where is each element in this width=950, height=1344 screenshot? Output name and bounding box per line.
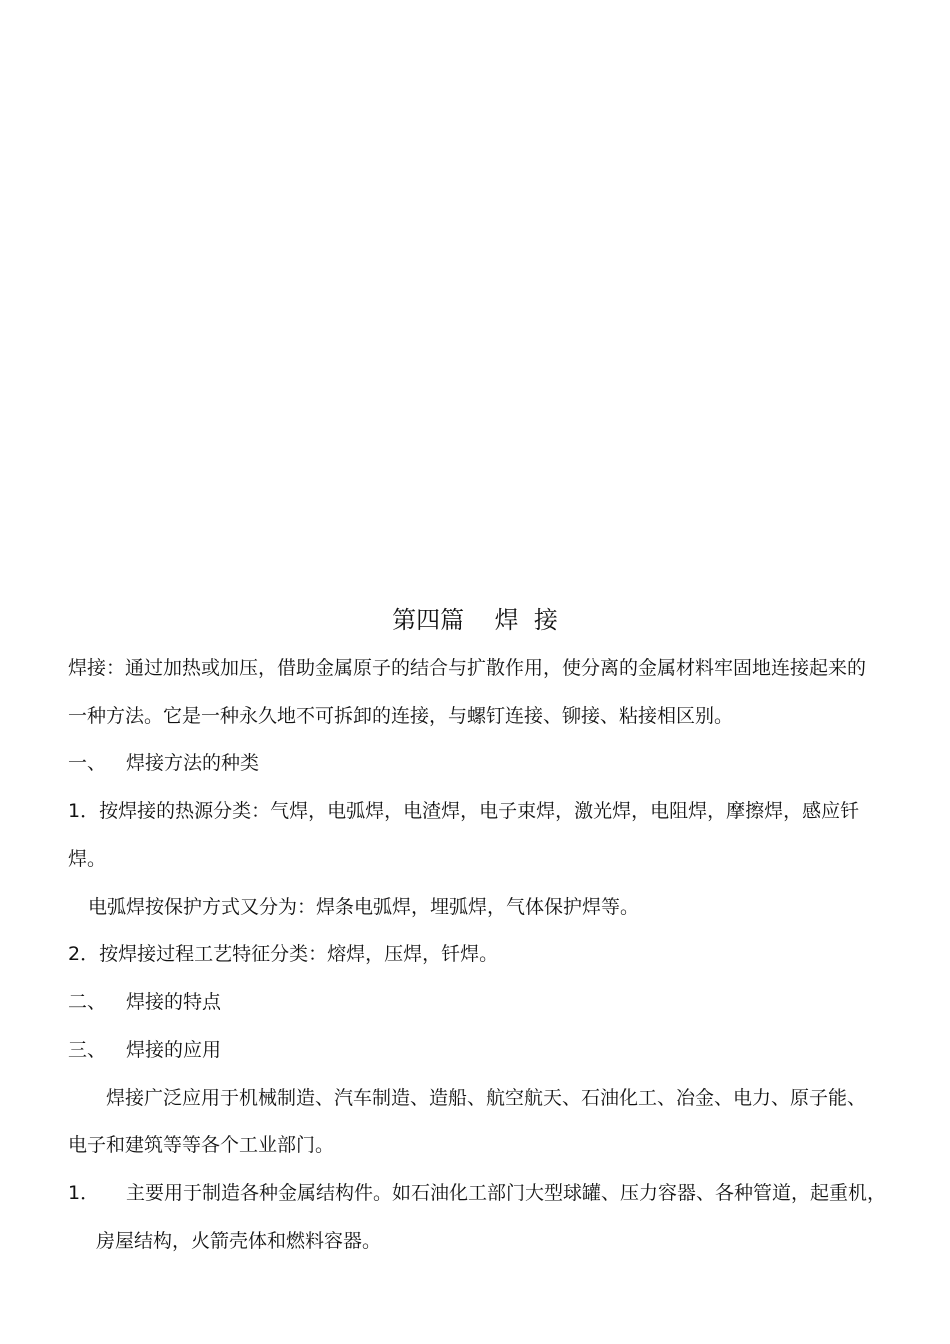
section-2-number: 二、 [68,991,107,1013]
section-2-heading: 焊接的特点 [126,991,222,1013]
item-2: 2．按焊接过程工艺特征分类：熔焊，压焊，钎焊。 [68,943,499,965]
item-1-line-1: 1．按焊接的热源分类：气焊，电弧焊，电渣焊，电子束焊，激光焊，电阻焊，摩擦焊，感应钎 [68,800,860,822]
section-3-heading: 焊接的应用 [126,1039,222,1061]
application-item-1-number: 1． [68,1182,100,1204]
application-item-1-line-2: 房屋结构，火箭壳体和燃料容器。 [96,1230,382,1252]
document-title: 第四篇 焊 接 [392,606,558,634]
section-1-number: 一、 [68,752,107,774]
section-3-number: 三、 [68,1039,107,1061]
item-1-line-2: 焊。 [68,848,107,870]
section-1-heading: 焊接方法的种类 [126,752,260,774]
intro-line-2: 一种方法。它是一种永久地不可拆卸的连接，与螺钉连接、铆接、粘接相区别。 [68,705,734,727]
application-line-2: 电子和建筑等等各个工业部门。 [68,1134,335,1156]
application-line-1: 焊接广泛应用于机械制造、汽车制造、造船、航空航天、石油化工、冶金、电力、原子能、 [106,1087,867,1109]
application-item-1-line-1: 主要用于制造各种金属结构件。如石油化工部门大型球罐、压力容器、各种管道，起重机， [126,1182,887,1204]
intro-line-1: 焊接：通过加热或加压，借助金属原子的结合与扩散作用，使分离的金属材料牢固地连接起来的 [68,657,867,679]
item-1-subline: 电弧焊按保护方式又分为：焊条电弧焊，埋弧焊，气体保护焊等。 [88,896,640,918]
